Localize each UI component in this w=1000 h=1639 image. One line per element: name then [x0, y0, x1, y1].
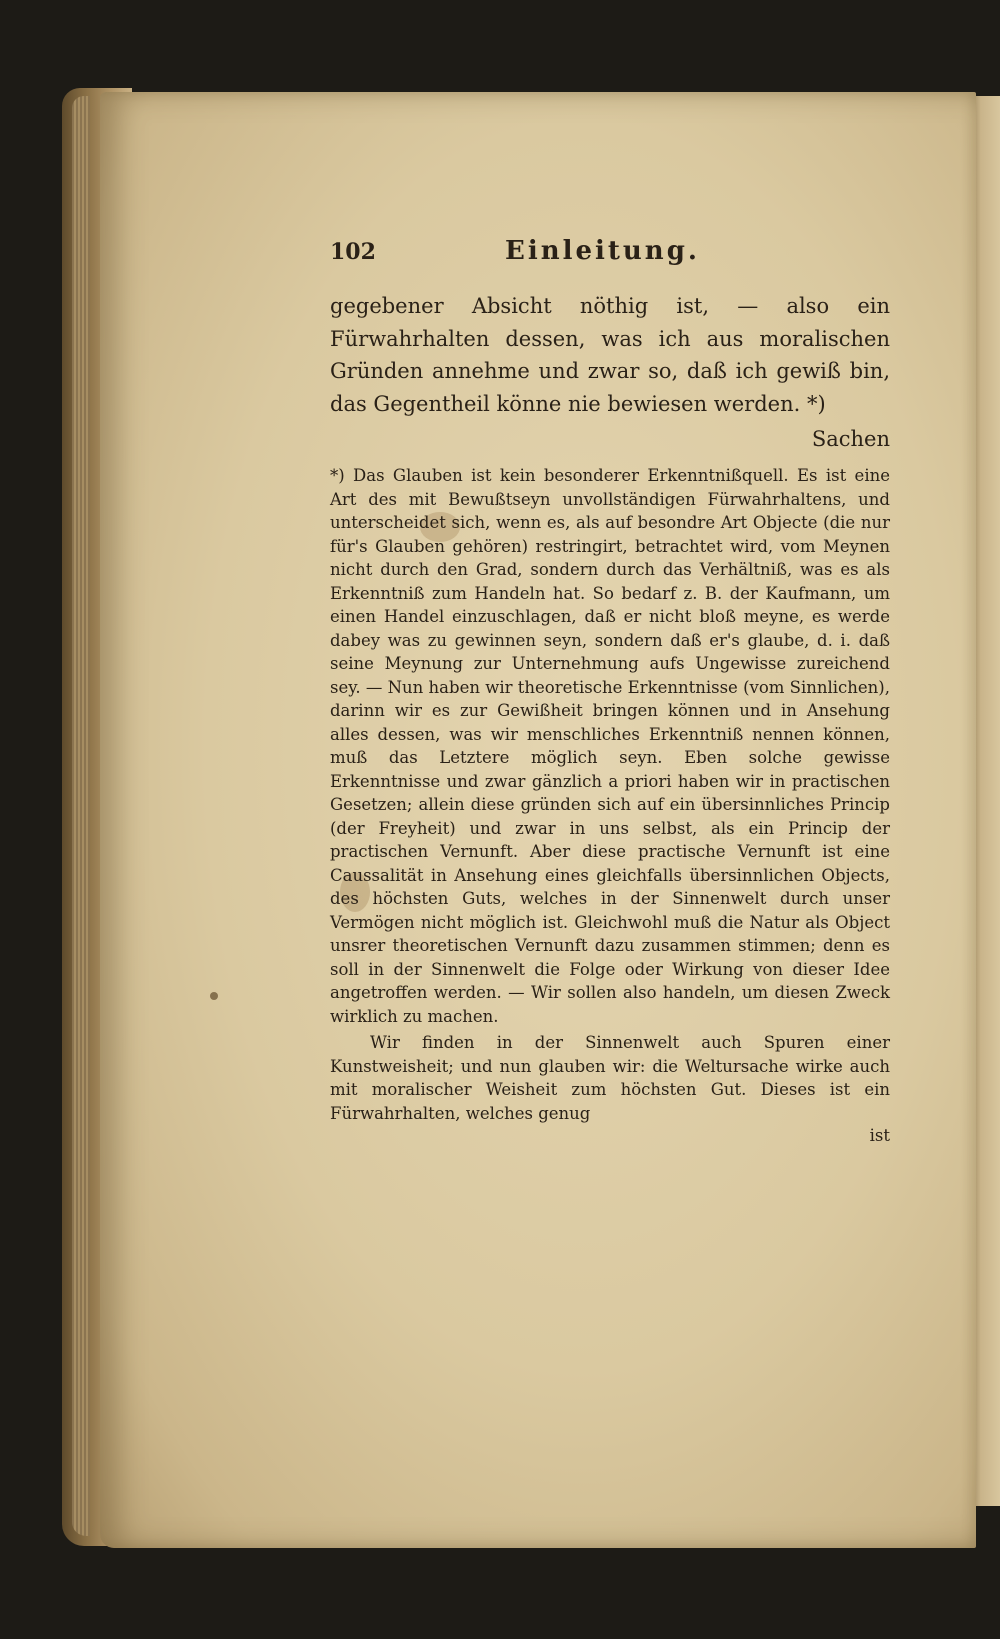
running-title: Einleitung. [505, 236, 700, 266]
catchword-final: ist [869, 1126, 890, 1145]
page-stack [72, 96, 90, 1536]
page-number: 102 [330, 239, 376, 265]
foxing-spot [210, 992, 218, 1000]
text-block [330, 236, 890, 1147]
footnote: *) Das Glauben ist kein besonderer Erkenntnißquell. Es ist eine Art des mit Bewußtseyn unvollständigen Fürwahrhaltens, und unterscheidet sich, wenn es, als auf besondre Art Objecte (die nur für's Glauben gehören) restringirt, betrachtet wird, vom Meynen nicht durch den Grad, sondern durch das Verhältniß, was es als Erkenntniß zum Handeln hat. So bedarf z. B. der Kaufmann, um einen Handel einzuschlagen, daß er nicht bloß meyne, es werde dabey was zu gewinnen seyn, sondern daß er's glaube, d. i. daß seine Meynung zur Unternehmung aufs Ungewisse zureichend sey. — Nun haben wir theoretische Erkenntnisse (vom Sinnlichen), darinn wir es zur Gewißheit bringen können und in Ansehung alles dessen, was wir menschliches Erkenntniß nennen können, muß das Letztere möglich seyn. Eben solche gewisse Erkenntnisse und zwar gänzlich a priori haben wir in practischen Gesetzen; allein diese gründen sich auf ein übersinnliches Princip (der Freyheit) und zwar in uns selbst, als ein Princip der practischen Vernunft. Aber diese practische Vernunft ist eine Caussalität in Ansehung eines gleichfalls übersinnlichen Objects, des höchsten Guts, welches in der Sinnenwelt durch unser Vermögen nicht möglich ist. Gleichwohl muß die Natur als Object unsrer theoretischen Vernunft dazu zusammen stimmen; denn es soll in der Sinnenwelt die Folge oder Wirkung von dieser Idee angetroffen werden. — Wir sollen also handeln, um diesen Zweck wirklich zu machen. [330, 466, 890, 1026]
body-text: gegebener Absicht nöthig ist, — also ein Fürwahrhalten dessen, was ich aus moralischen Gründen annehme und zwar so, daß ich gewiß bin, das Gegentheil könne nie bewiesen werden. *) [330, 294, 890, 416]
running-head [330, 236, 890, 276]
footnote-paragraph: Wir finden in der Sinnenwelt auch Spuren einer Kunstweisheit; und nun glauben wir: die Weltursache wirke auch mit moralischer Weisheit zum höchsten Gut. Dieses ist ein Fürwahrhalten, welches genug [330, 1033, 890, 1123]
catchword-main: Sachen [811, 427, 890, 451]
